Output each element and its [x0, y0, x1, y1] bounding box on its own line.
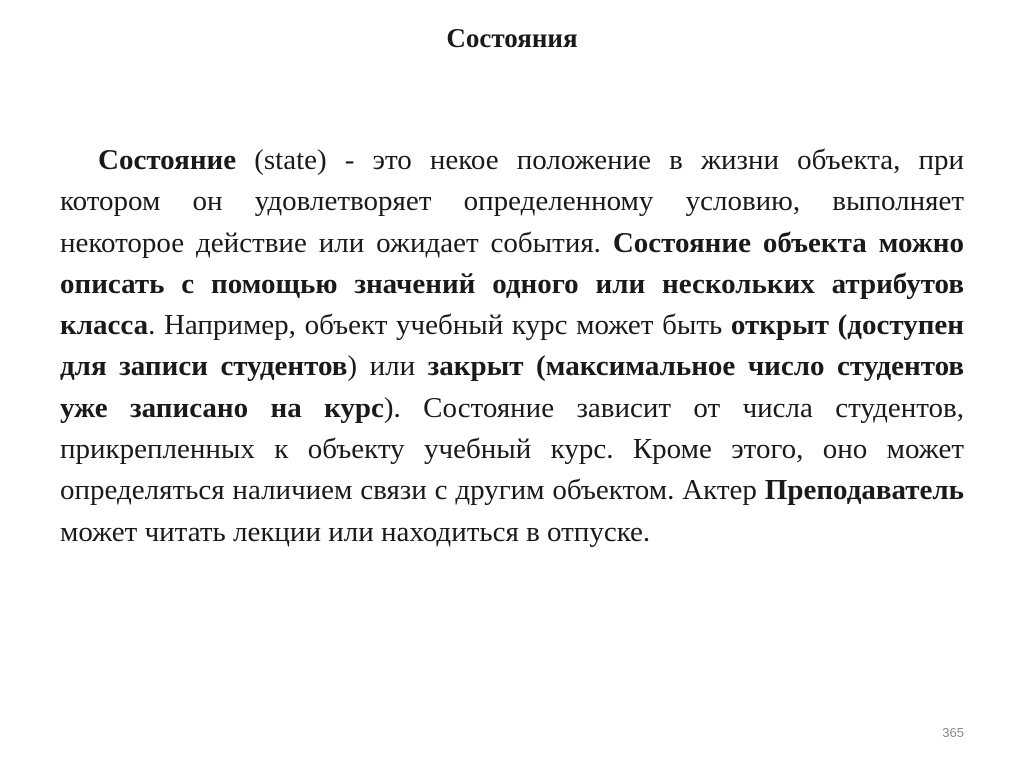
text-run: может читать лекции или находиться в отпуске.: [60, 515, 651, 548]
text-run: (state) - это некое положение в жизни объекта, при котором он удовлетворяет определенному условию, выполняет некоторое действие или ожидает события.: [60, 144, 964, 259]
text-run-bold: Состояние объекта можно описать с помощью значений одного или нескольких атрибутов класса: [60, 226, 965, 342]
slide-title: Состояния: [446, 23, 578, 54]
text-run-bold: открыт (доступен для записи студентов: [60, 309, 964, 383]
text-run-bold: закрыт (максимальное число студентов уже записано на курс: [60, 350, 965, 424]
text-run: . Например, объект учебный курс может быть: [148, 309, 731, 342]
text-run: ) или: [347, 350, 428, 383]
page-number: 365: [942, 725, 964, 740]
text-run-bold: Состояние: [98, 144, 237, 176]
slide-paragraph: [60, 140, 964, 553]
text-run-bold: Преподаватель: [764, 474, 964, 507]
text-run: ). Состояние зависит от числа студентов, прикрепленных к объекту учебный курс. Кроме этого, оно может определяться наличием связи с другим объектом. Актер: [60, 391, 964, 507]
